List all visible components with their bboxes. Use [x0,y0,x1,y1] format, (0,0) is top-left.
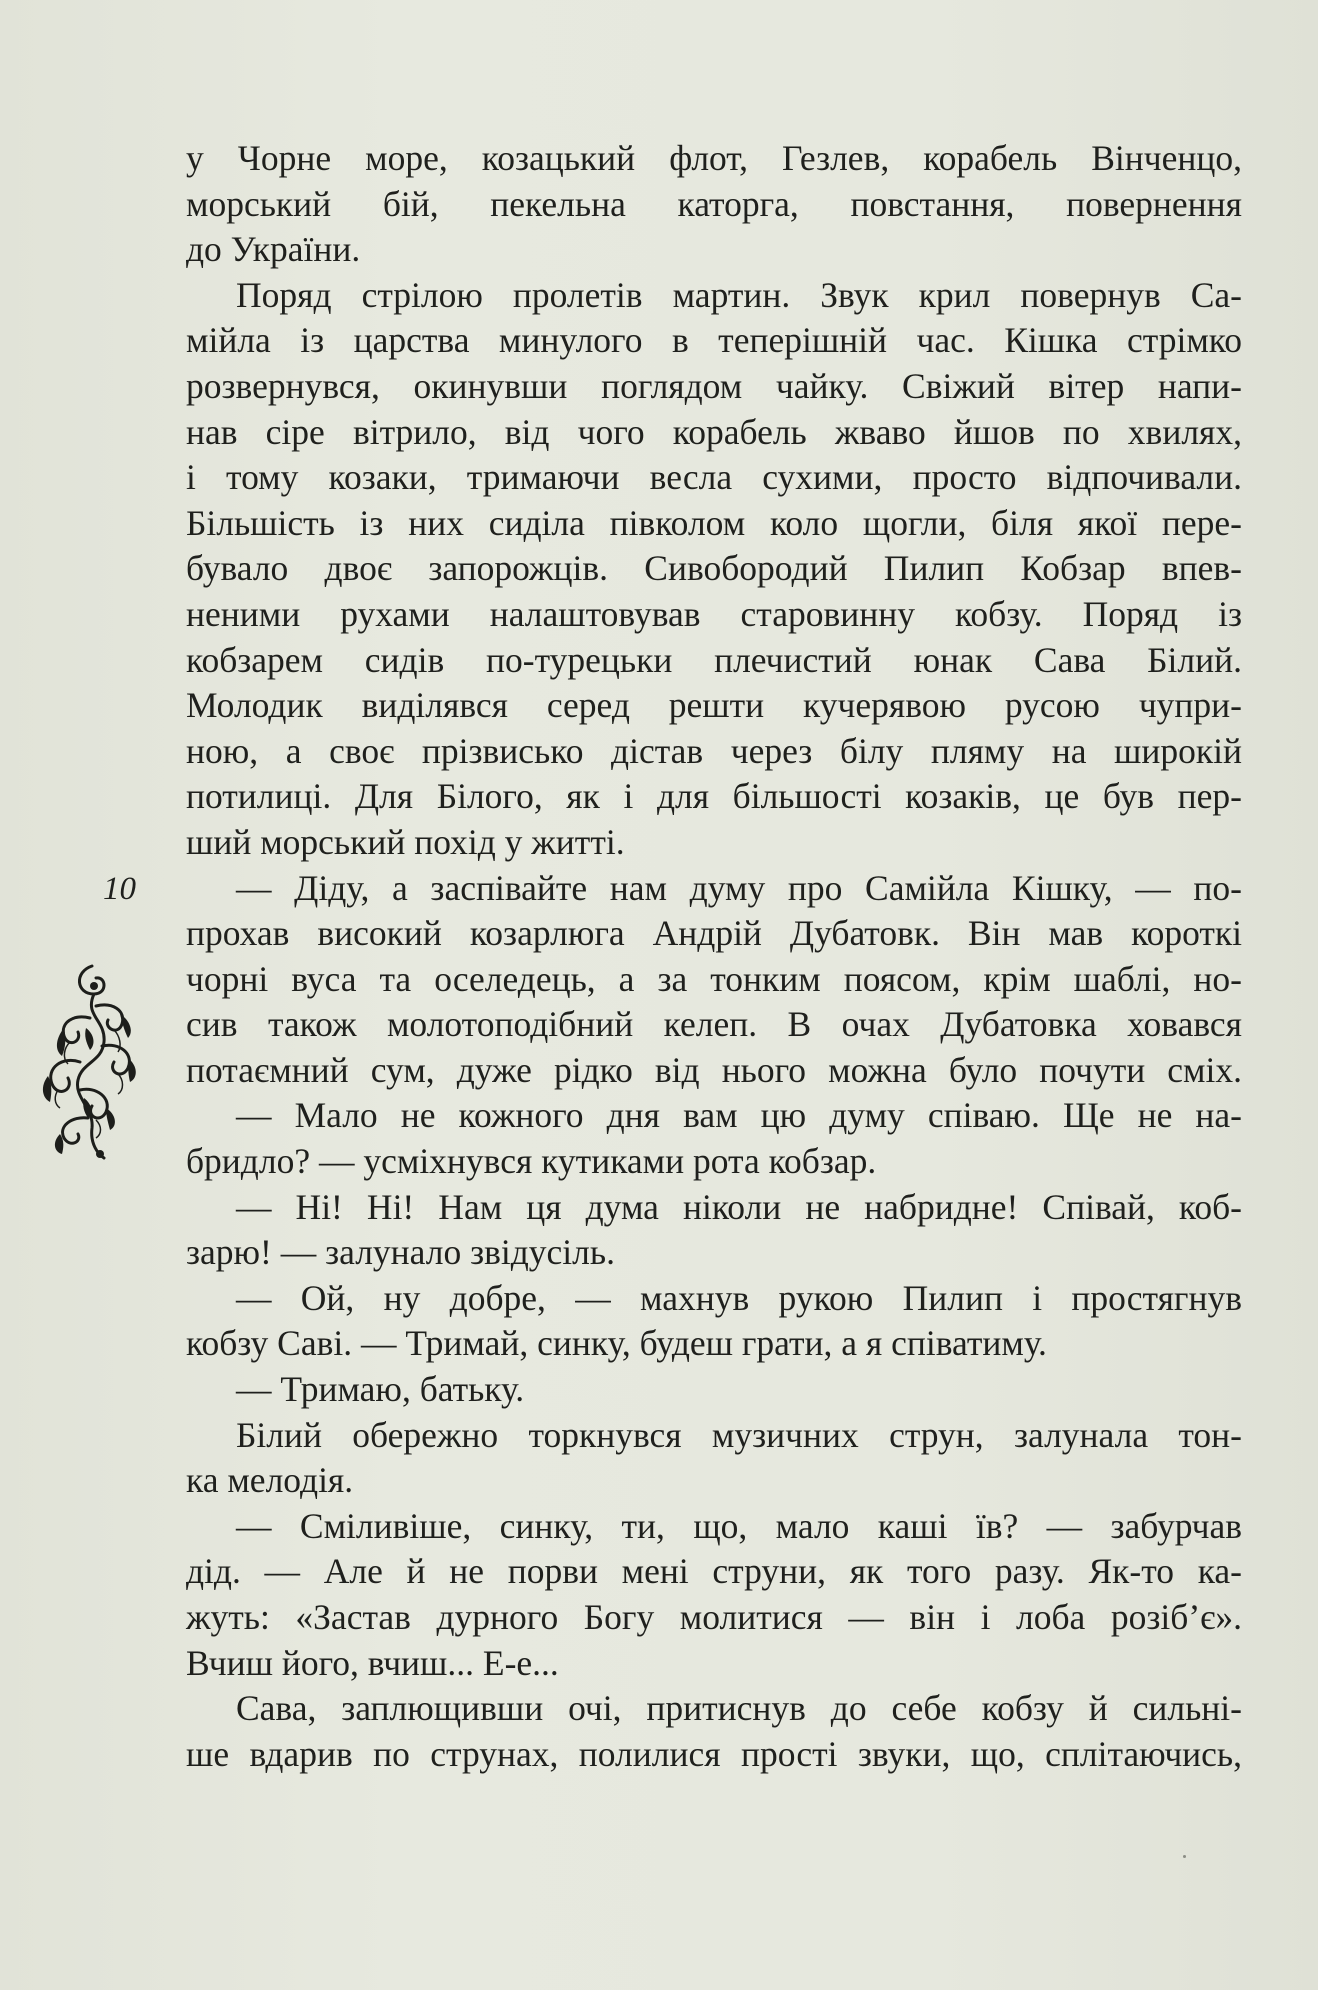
text-line: зарю! — залунало звідусіль. [186,1232,615,1273]
text-line: бридло? — усміхнувся кутиками рота кобзар. [186,1141,877,1182]
text-line: Вчиш його, вчиш... Е-е... [186,1642,559,1683]
text-line: ший морський похід у житті. [186,821,625,862]
text-line: — Діду, а заспівайте нам думу про Самійла Кішку, — по- [236,867,1242,908]
floral-ornament-icon [34,958,144,1163]
text-line: до України. [186,229,361,270]
text-line: бувало двоє запорожців. Сивобородий Пилип Кобзар впев- [186,548,1242,589]
text-line: сив також молотоподібний келеп. В очах Дубатовка ховався [186,1004,1242,1045]
text-line: Більшість із них сиділа півколом коло щогли, біля якої пере- [186,502,1242,543]
text-line: Білий обережно торкнувся музичних струн, залунала тон- [236,1414,1242,1455]
text-line: ка мелодія. [186,1460,354,1501]
main-text [186,136,1242,1777]
text-line: — Ой, ну добре, — махнув рукою Пилип і простягнув [236,1277,1242,1318]
text-line: жуть: «Застав дурного Богу молитися — він і лоба розіб’є». [186,1597,1242,1637]
text-line: і тому козаки, тримаючи весла сухими, просто відпочивали. [186,457,1242,498]
text-line: — Ні! Ні! Нам ця дума ніколи не набридне! Співай, коб- [236,1186,1242,1227]
text-line: прохав високий козарлюга Андрій Дубатовк. Він мав короткі [186,913,1242,954]
text-line: дід. — Але й не порви мені струни, як того разу. Як-то ка- [186,1551,1242,1592]
text-line: чорні вуса та оселедець, а за тонким поясом, крім шаблі, но- [186,958,1242,999]
page-number: 10 [103,871,136,907]
text-line: ше вдарив по струнах, полилися прості звуки, що, сплітаючись, [186,1733,1242,1774]
text-line: у Чорне море, козацький флот, Гезлев, корабель Вінченцо, [186,138,1242,178]
text-line: неними рухами налаштовував старовинну кобзу. Поряд із [186,593,1242,634]
paper-speck [1183,1855,1186,1858]
text-line: кобзу Саві. — Тримай, синку, будеш грати, а я співатиму. [186,1323,1047,1364]
text-line: потаємний сум, дуже рідко від нього можна було почути сміх. [186,1049,1242,1090]
text-line: кобзарем сидів по-турецьки плечистий юнак Сава Білий. [186,639,1242,680]
text-line: мійла із царства минулого в теперішній час. Кішка стрімко [186,320,1242,361]
text-line: Молодик виділявся серед решти кучерявою русою чупри- [186,685,1242,726]
text-line: — Сміливіше, синку, ти, що, мало каші їв? — забурчав [236,1505,1242,1546]
text-line: нав сіре вітрило, від чого корабель жваво йшов по хвилях, [186,411,1242,452]
text-line: розвернувся, окинувши поглядом чайку. Свіжий вітер напи- [186,365,1242,406]
text-line: — Тримаю, батьку. [236,1369,525,1410]
text-line: Сава, заплющивши очі, притиснув до себе кобзу й сильні- [236,1688,1242,1729]
text-line: потилиці. Для Білого, як і для більшості козаків, це був пер- [186,776,1242,817]
text-line: морський бій, пекельна каторга, повстання, повернення [186,183,1242,224]
text-line: Поряд стрілою пролетів мартин. Звук крил повернув Са- [236,274,1242,315]
text-line: ною, а своє прізвисько дістав через білу пляму на широкій [186,730,1242,771]
text-line: — Мало не кожного дня вам цю думу співаю. Ще не на- [236,1095,1242,1136]
